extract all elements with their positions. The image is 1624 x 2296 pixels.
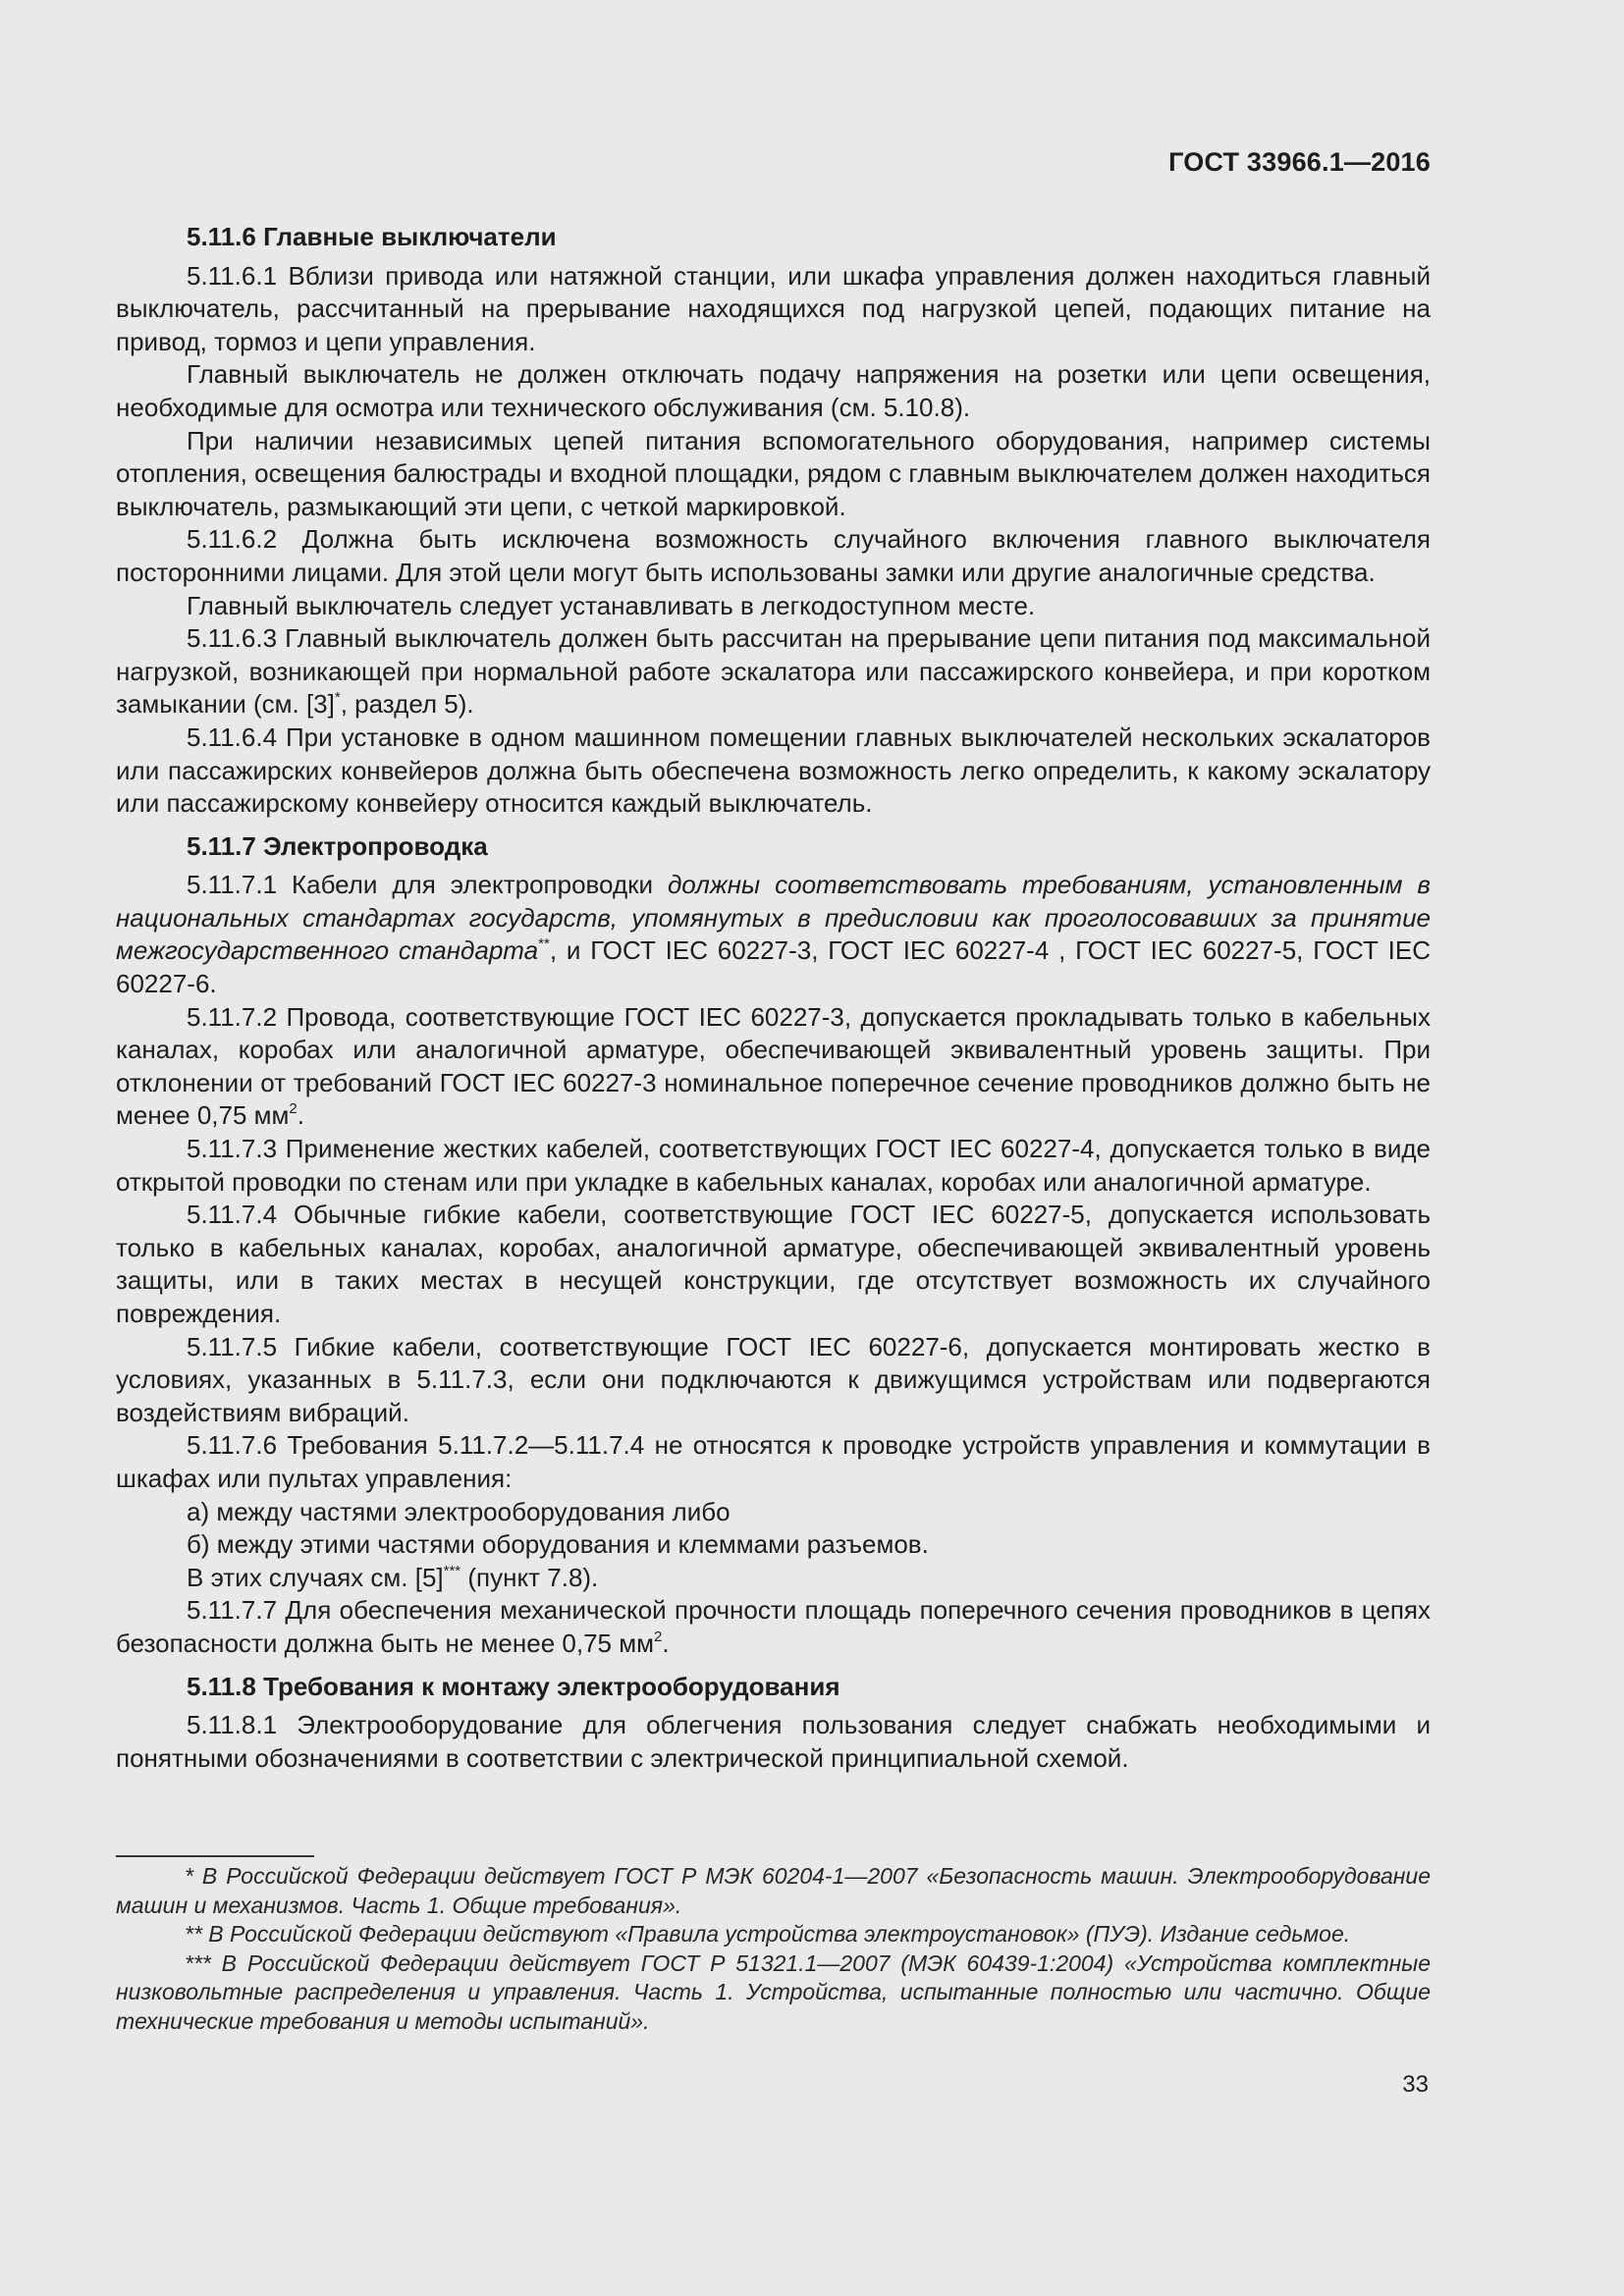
paragraph-text: . <box>662 1628 670 1658</box>
footnotes <box>116 1862 1431 2037</box>
footnote-divider <box>116 1855 314 1857</box>
paragraph: Главный выключатель следует устанавливать в легкодоступном месте. <box>187 590 1036 620</box>
paragraph-text: . <box>297 1100 304 1131</box>
section-heading-5-11-7: 5.11.7 Электропроводка <box>187 830 488 861</box>
list-item-b: б) между этими частями оборудования и клеммами разъемов. <box>187 1529 929 1560</box>
paragraph-5-11-7-5: 5.11.7.5 Гибкие кабели, соответствующие ГОСТ IEC 60227-6, допускается монтировать жестко в условиях, указанных в 5.11.7.3, если они подключаются к движущимся устройствам или подвергаются воздействиям вибраций. <box>116 1331 1431 1427</box>
document-body <box>116 221 1431 1775</box>
paragraph: Главный выключатель не должен отключать подачу напряжения на розетки или цепи освещения, необходимые для осмотра или технического обслуживания (см. 5.10.8). <box>116 359 1431 422</box>
superscript: 2 <box>653 1628 663 1645</box>
paragraph-5-11-8-1: 5.11.8.1 Электрооборудование для облегчения пользования следует снабжать необходимыми и понятными обозначениями в соответствии с электрической принципиальной схемой. <box>116 1710 1431 1773</box>
paragraph-text: 5.11.6.3 Главный выключатель должен быть рассчитан на прерывание цепи питания под максимальной нагрузкой, возникающей при нормальной работе эскалатора или пассажирского конвейера, и при коротком замыкании (см. [3] <box>116 623 1431 720</box>
paragraph-text: 5.11.7.1 Кабели для электропроводки <box>187 870 668 900</box>
section-heading-5-11-6: 5.11.6 Главные выключатели <box>187 222 557 251</box>
footnote-2: ** В Российской Федерации действуют «Правила устройства электроустановок» (ПУЭ). Издание седьмое. <box>185 1921 1351 1948</box>
footnote-3: *** В Российской Федерации действует ГОСТ Р 51321.1—2007 (МЭК 60439-1:2004) «Устройства комплектные низковольтные распределения и управления. Часть 1. Устройства, испытанные полностью или частично. Общие технические требования и методы испытаний». <box>116 1949 1431 2034</box>
footnote-1: * В Российской Федерации действует ГОСТ Р МЭК 60204-1—2007 «Безопасность машин. Электрооборудование машин и механизмов. Часть 1. Общие требования». <box>116 1863 1431 1918</box>
superscript: 2 <box>289 1100 298 1118</box>
paragraph-text: 5.11.7.2 Провода, соответствующие ГОСТ IEC 60227-3, допускается прокладывать только в кабельных каналах, коробах или аналогичной арматуре, обеспечивающей эквивалентный уровень защиты. При отклонении от требований ГОСТ IEC 60227-3 номинальное поперечное сечение проводников должно быть не менее 0,75 мм <box>116 1001 1431 1131</box>
footnote-marker: *** <box>443 1562 461 1579</box>
italic-text: должны соответствовать требованиям, установленным в национальных стандартах государств, упомянутых в предисловии как проголосовавших за принятие межгосударственного стандарта <box>116 870 1431 966</box>
page-number: 33 <box>1402 2071 1429 2098</box>
paragraph-text: , раздел 5). <box>340 689 474 720</box>
paragraph-text: (пункт 7.8). <box>460 1562 599 1592</box>
paragraph-5-11-6-2: 5.11.6.2 Должна быть исключена возможность случайного включения главного выключателя посторонними лицами. Для этой цели могут быть использованы замки или другие аналогичные средства. <box>116 524 1431 587</box>
paragraph <box>116 1562 1431 1595</box>
paragraph-5-11-7-2 <box>116 1001 1431 1133</box>
paragraph-text: 5.11.7.7 Для обеспечения механической прочности площадь поперечного сечения проводников в цепях безопасности должна быть не менее 0,75 мм <box>116 1595 1431 1658</box>
footnote-marker: ** <box>538 935 550 953</box>
paragraph-5-11-7-6: 5.11.7.6 Требования 5.11.7.2—5.11.7.4 не относятся к проводке устройств управления и коммутации в шкафах или пультах управления: <box>116 1430 1431 1493</box>
paragraph-5-11-7-7 <box>116 1594 1431 1660</box>
paragraph: При наличии независимых цепей питания вспомогательного оборудования, например системы отопления, освещения балюстрады и входной площадки, рядом с главным выключателем должен находиться выключатель, размыкающий эти цепи, с четкой маркировкой. <box>116 425 1431 521</box>
paragraph-5-11-7-1 <box>116 869 1431 1000</box>
document-code: ГОСТ 33966.1—2016 <box>1168 147 1431 177</box>
paragraph-text: В этих случаях см. [5] <box>187 1562 444 1592</box>
paragraph-5-11-6-1: 5.11.6.1 Вблизи привода или натяжной станции, или шкафа управления должен находиться главный выключатель, рассчитанный на прерывание находящихся под нагрузкой цепей, подающих питание на привод, тормоз и цепи управления. <box>116 260 1431 356</box>
footnote-marker: * <box>334 689 341 707</box>
paragraph-5-11-7-4: 5.11.7.4 Обычные гибкие кабели, соответствующие ГОСТ IEC 60227-5, допускается использовать только в кабельных каналах, коробах, аналогичной арматуре, обеспечивающей эквивалентный уровень защиты, или в таких местах в несущей конструкции, где отсутствует возможность их случайного повреждения. <box>116 1200 1431 1328</box>
paragraph-5-11-6-3 <box>116 622 1431 721</box>
paragraph-text: , и ГОСТ IEC 60227-3, ГОСТ IEC 60227-4 , ГОСТ IEC 60227-5, ГОСТ IEC 60227-6. <box>116 935 1431 999</box>
paragraph-5-11-7-3: 5.11.7.3 Применение жестких кабелей, соответствующих ГОСТ IEC 60227-4, допускается только в виде открытой проводки по стенам или при укладке в кабельных каналах, коробах или аналогичной арматуре. <box>116 1134 1431 1197</box>
paragraph-5-11-6-4: 5.11.6.4 При установке в одном машинном помещении главных выключателей нескольких эскалаторов или пассажирских конвейеров должна быть обеспечена возможность легко определить, к какому эскалатору или пассажирскому конвейеру относится каждый выключатель. <box>116 721 1431 819</box>
list-item-a: а) между частями электрооборудования либо <box>187 1496 731 1526</box>
section-heading-5-11-8: 5.11.8 Требования к монтажу электрооборудования <box>187 1671 840 1701</box>
